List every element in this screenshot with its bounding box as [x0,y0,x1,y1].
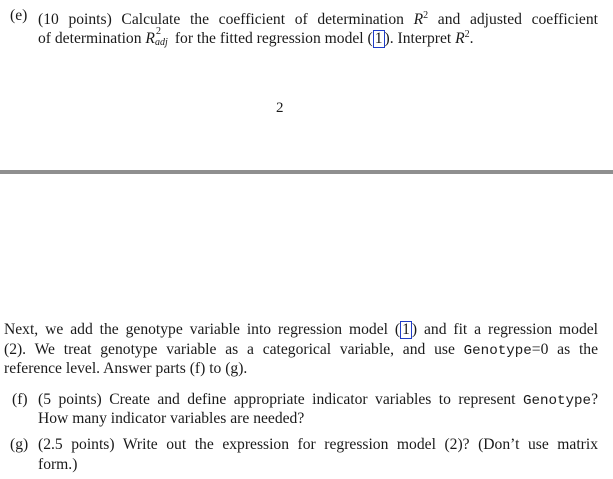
part-g-line-2 [38,455,77,474]
genotype-code-2: Genotype [522,393,592,409]
part-e-line-2 [38,25,474,48]
page-number: 2 [276,100,284,116]
part-f-line-2 [38,409,304,428]
r-symbol: R [413,11,424,28]
intro-line-2-a: (2). We treat genotype variable as a categorical variable, and use [4,341,455,358]
part-f-label-text: (f) [12,391,28,408]
r-adj-subscript: adj [154,37,168,48]
r-squared-symbol-2 [455,30,470,47]
r-superscript: 2 [423,10,429,21]
r-adj-superscript: 2 [155,26,161,37]
r-adj-scripts [154,26,171,48]
model-1-reference-link-2[interactable]: 1 [402,321,410,338]
part-e-line-1-tail: and adjusted coefficient [437,11,598,28]
genotype-code: Genotype [463,343,532,359]
part-e-label-text: (e) [10,7,28,24]
intro-line-3 [4,359,247,378]
part-f-line-2-text: How many indicator variables are needed? [38,410,305,427]
r-symbol-2: R [455,30,465,47]
intro-line-2-b: =0 as the [531,341,598,358]
model-1-reference-link[interactable]: 1 [374,30,383,47]
part-g-line-2-text: form.) [38,456,78,473]
bottom-page [0,174,613,479]
r-adj-symbol: R [145,30,155,47]
part-e-line-2-end: . [469,30,474,47]
part-e-line-2-mid: for the fitted regression model ( [174,30,373,47]
r-superscript-2: 2 [464,29,470,40]
r-squared-adj-symbol [145,26,171,48]
intro-line-1-a: Next, we add the genotype variable into regression model ( [4,321,401,338]
part-g-line-1 [38,435,598,454]
part-g-line-1-text: (2.5 points) Write out the expression for regression model (2)? (Don’t use matrix [38,436,598,453]
part-f-label [12,390,28,409]
part-e-line-2-text: of determination [38,30,142,47]
part-f-line-1 [38,390,598,411]
part-e-line-1-text: (10 points) Calculate the coefficient of determination [38,11,404,28]
intro-line-2 [4,340,598,361]
part-e-line-2-after: ). Interpret [384,30,452,47]
part-g-label [10,435,28,454]
part-e-label [10,6,27,25]
part-g-label-text: (g) [10,436,29,453]
intro-line-1 [4,320,598,339]
part-f-line-1-a: (5 points) Create and define appropriate indicator variables to represent [38,391,516,408]
intro-line-3-text: reference level. Answer parts (f) to (g). [4,360,248,377]
top-page [0,0,613,170]
part-f-line-1-b: ? [591,391,598,408]
intro-line-1-b: ) and fit a regression model [411,321,598,338]
